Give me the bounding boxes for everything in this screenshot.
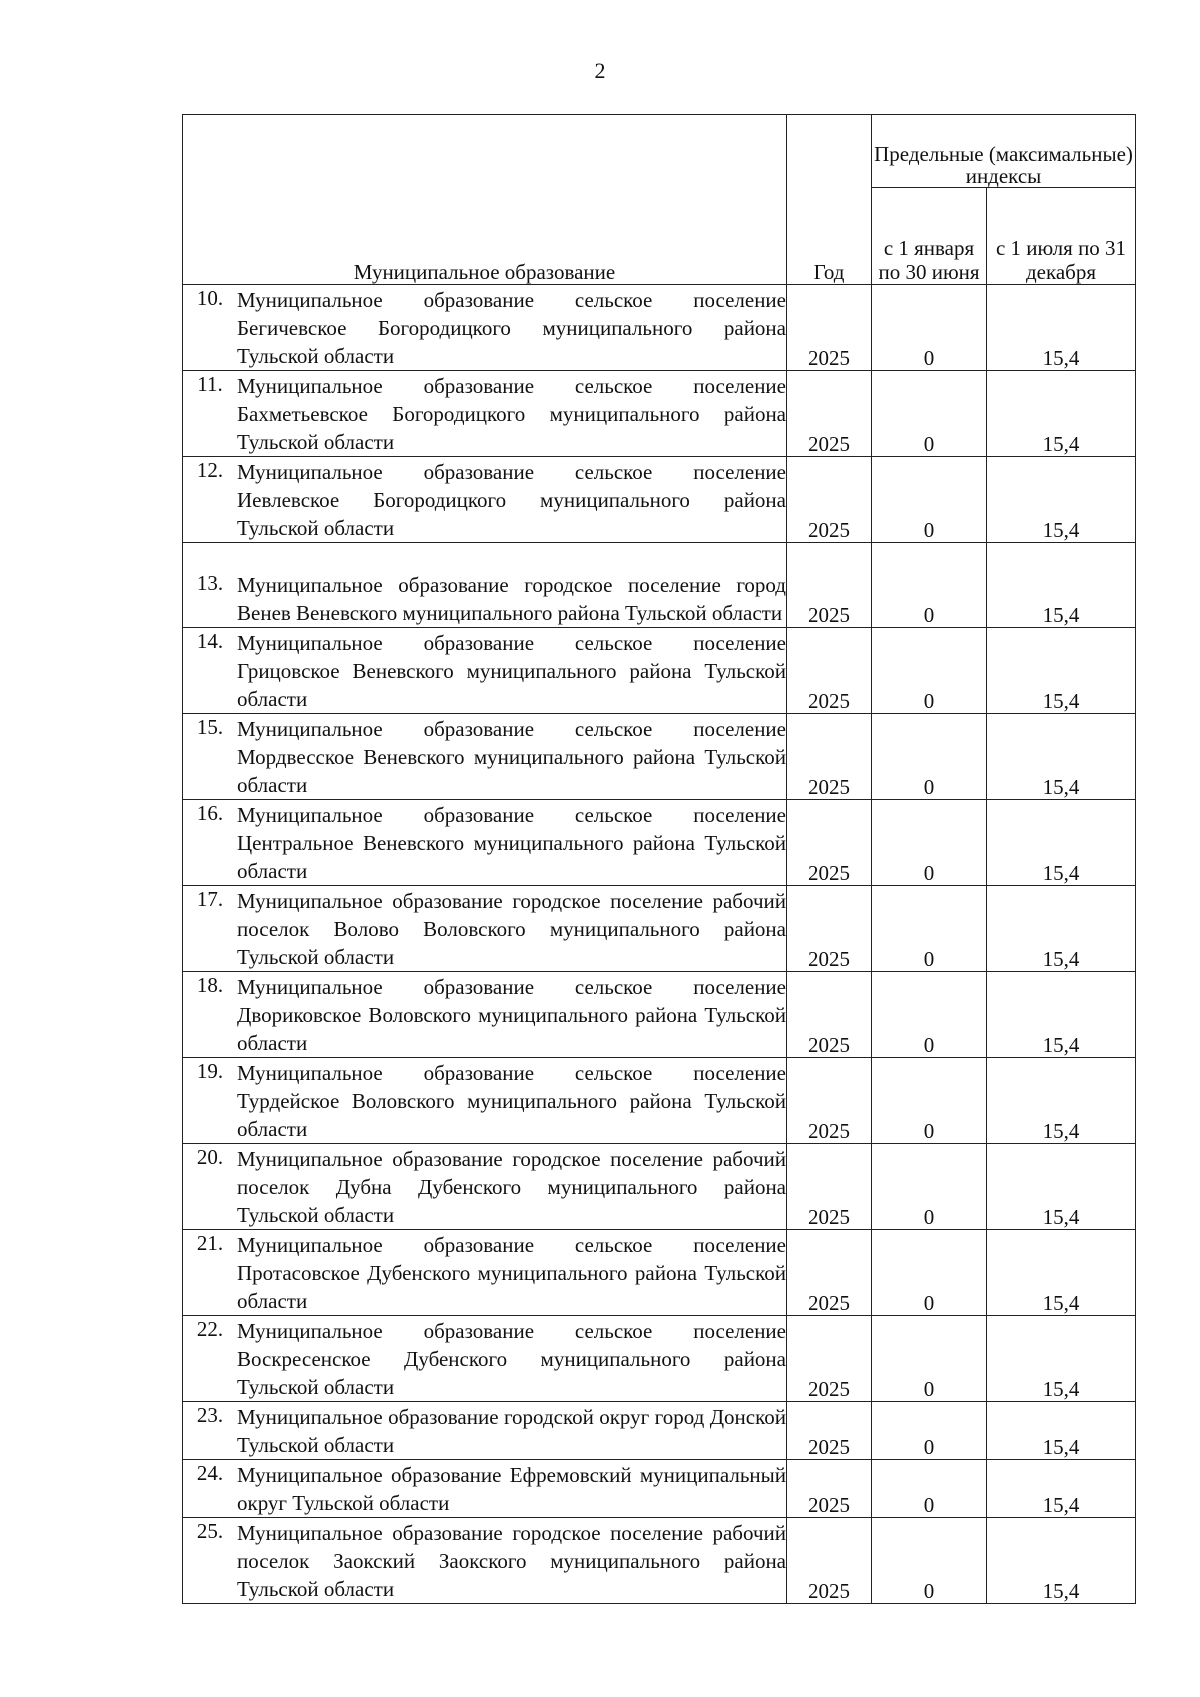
municipality-name: Муниципальное образование сельское поселение Протасовское Дубенского муниципального района Тульской области <box>237 1233 786 1313</box>
row-number: 23. <box>196 1403 224 1427</box>
municipality-name: Муниципальное образование сельское поселение Бегичевское Богородицкого муниципального района Тульской области <box>237 288 786 368</box>
index-jul-dec-cell: 15,4 <box>987 1518 1136 1604</box>
municipality-name: Муниципальное образование сельское поселение Иевлевское Богородицкого муниципального района Тульской области <box>237 460 786 540</box>
table-row <box>183 714 1136 800</box>
municipality-cell <box>183 285 787 371</box>
municipality-name: Муниципальное образование городской округ город Донской Тульской области <box>237 1405 786 1457</box>
municipality-cell <box>183 972 787 1058</box>
row-number: 19. <box>196 1059 224 1083</box>
row-number: 20. <box>196 1145 224 1169</box>
index-jan-jun-cell: 0 <box>872 543 987 628</box>
municipality-name: Муниципальное образование городское поселение рабочий поселок Заокский Заокского муниципального района Тульской области <box>237 1521 786 1601</box>
municipality-name: Муниципальное образование городское поселение рабочий поселок Волово Воловского муниципального района Тульской области <box>237 889 786 969</box>
row-number: 22. <box>196 1317 224 1341</box>
index-jul-dec-cell: 15,4 <box>987 371 1136 457</box>
municipality-name: Муниципальное образование сельское поселение Грицовское Веневского муниципального района Тульской области <box>237 631 786 711</box>
table-row <box>183 285 1136 371</box>
index-jan-jun-cell: 0 <box>872 285 987 371</box>
municipality-cell <box>183 886 787 972</box>
row-number: 16. <box>196 801 224 825</box>
index-jan-jun-cell: 0 <box>872 371 987 457</box>
index-jan-jun-cell: 0 <box>872 1518 987 1604</box>
table-row <box>183 371 1136 457</box>
header-municipality: Муниципальное образование <box>183 115 787 285</box>
year-cell: 2025 <box>787 457 872 543</box>
row-number: 25. <box>196 1519 224 1543</box>
row-number: 15. <box>196 715 224 739</box>
municipality-name: Муниципальное образование сельское поселение Мордвесское Веневского муниципального района Тульской области <box>237 717 786 797</box>
index-jul-dec-cell: 15,4 <box>987 1316 1136 1402</box>
year-cell: 2025 <box>787 371 872 457</box>
municipality-name: Муниципальное образование городское поселение город Венев Веневского муниципального района Тульской области <box>237 573 786 625</box>
table-row <box>183 1402 1136 1460</box>
index-jan-jun-cell: 0 <box>872 1460 987 1518</box>
table-row <box>183 800 1136 886</box>
year-cell: 2025 <box>787 285 872 371</box>
index-jan-jun-cell: 0 <box>872 1144 987 1230</box>
municipality-cell <box>183 1144 787 1230</box>
municipality-cell <box>183 1230 787 1316</box>
header-period-2: с 1 июля по 31 декабря <box>987 188 1136 285</box>
header-period-1: с 1 января по 30 июня <box>872 188 987 285</box>
row-number: 17. <box>196 887 224 911</box>
municipality-name: Муниципальное образование сельское поселение Центральное Веневского муниципального района Тульской области <box>237 803 786 883</box>
row-number: 21. <box>196 1231 224 1255</box>
index-jan-jun-cell: 0 <box>872 628 987 714</box>
table-row <box>183 628 1136 714</box>
row-number: 18. <box>196 973 224 997</box>
table-row <box>183 1230 1136 1316</box>
index-jan-jun-cell: 0 <box>872 1058 987 1144</box>
index-jul-dec-cell: 15,4 <box>987 457 1136 543</box>
municipality-name: Муниципальное образование сельское поселение Воскресенское Дубенского муниципального района Тульской области <box>237 1319 786 1399</box>
header-indices: Предельные (максимальные) индексы <box>872 115 1136 188</box>
index-jan-jun-cell: 0 <box>872 457 987 543</box>
municipality-name: Муниципальное образование Ефремовский муниципальный округ Тульской области <box>237 1463 786 1515</box>
municipality-cell <box>183 1058 787 1144</box>
index-jan-jun-cell: 0 <box>872 1230 987 1316</box>
municipality-cell <box>183 1518 787 1604</box>
index-jul-dec-cell: 15,4 <box>987 543 1136 628</box>
table-row <box>183 457 1136 543</box>
year-cell: 2025 <box>787 886 872 972</box>
municipality-cell <box>183 714 787 800</box>
municipality-cell <box>183 1316 787 1402</box>
year-cell: 2025 <box>787 543 872 628</box>
row-number: 24. <box>196 1461 224 1485</box>
page-number: 2 <box>594 58 606 83</box>
index-jan-jun-cell: 0 <box>872 800 987 886</box>
row-number: 11. <box>197 372 223 396</box>
municipality-cell <box>183 371 787 457</box>
table-row <box>183 1518 1136 1604</box>
year-cell: 2025 <box>787 1230 872 1316</box>
index-jul-dec-cell: 15,4 <box>987 1402 1136 1460</box>
index-jul-dec-cell: 15,4 <box>987 714 1136 800</box>
index-jan-jun-cell: 0 <box>872 1402 987 1460</box>
year-cell: 2025 <box>787 628 872 714</box>
index-jul-dec-cell: 15,4 <box>987 800 1136 886</box>
index-jul-dec-cell: 15,4 <box>987 1230 1136 1316</box>
row-number: 13. <box>196 571 224 595</box>
year-cell: 2025 <box>787 714 872 800</box>
year-cell: 2025 <box>787 1402 872 1460</box>
municipality-cell <box>183 800 787 886</box>
index-jul-dec-cell: 15,4 <box>987 628 1136 714</box>
municipality-cell <box>183 543 787 628</box>
index-jan-jun-cell: 0 <box>872 972 987 1058</box>
index-jan-jun-cell: 0 <box>872 1316 987 1402</box>
municipality-cell <box>183 628 787 714</box>
table-row <box>183 886 1136 972</box>
year-cell: 2025 <box>787 1316 872 1402</box>
row-number: 14. <box>196 629 224 653</box>
year-cell: 2025 <box>787 1518 872 1604</box>
index-jul-dec-cell: 15,4 <box>987 1460 1136 1518</box>
table-body <box>183 285 1136 1604</box>
index-jul-dec-cell: 15,4 <box>987 1144 1136 1230</box>
index-jan-jun-cell: 0 <box>872 714 987 800</box>
table-row <box>183 972 1136 1058</box>
year-cell: 2025 <box>787 1058 872 1144</box>
municipality-cell <box>183 1460 787 1518</box>
municipality-name: Муниципальное образование сельское поселение Бахметьевское Богородицкого муниципального района Тульской области <box>237 374 786 454</box>
table-row <box>183 543 1136 628</box>
municipality-name: Муниципальное образование сельское поселение Двориковское Воловского муниципального района Тульской области <box>237 975 786 1055</box>
municipality-cell <box>183 457 787 543</box>
year-cell: 2025 <box>787 972 872 1058</box>
indices-table <box>182 114 1136 1604</box>
year-cell: 2025 <box>787 1460 872 1518</box>
row-number: 12. <box>196 458 224 482</box>
index-jul-dec-cell: 15,4 <box>987 285 1136 371</box>
table-row <box>183 1144 1136 1230</box>
year-cell: 2025 <box>787 800 872 886</box>
header-year: Год <box>787 115 872 285</box>
municipality-cell <box>183 1402 787 1460</box>
year-cell: 2025 <box>787 1144 872 1230</box>
index-jan-jun-cell: 0 <box>872 886 987 972</box>
table-row <box>183 1460 1136 1518</box>
table-row <box>183 1316 1136 1402</box>
index-jul-dec-cell: 15,4 <box>987 1058 1136 1144</box>
row-number: 10. <box>196 286 224 310</box>
municipality-name: Муниципальное образование сельское поселение Турдейское Воловского муниципального района Тульской области <box>237 1061 786 1141</box>
table-header <box>183 115 1136 285</box>
municipality-name: Муниципальное образование городское поселение рабочий поселок Дубна Дубенского муниципального района Тульской области <box>237 1147 786 1227</box>
table-row <box>183 1058 1136 1144</box>
index-jul-dec-cell: 15,4 <box>987 886 1136 972</box>
index-jul-dec-cell: 15,4 <box>987 972 1136 1058</box>
